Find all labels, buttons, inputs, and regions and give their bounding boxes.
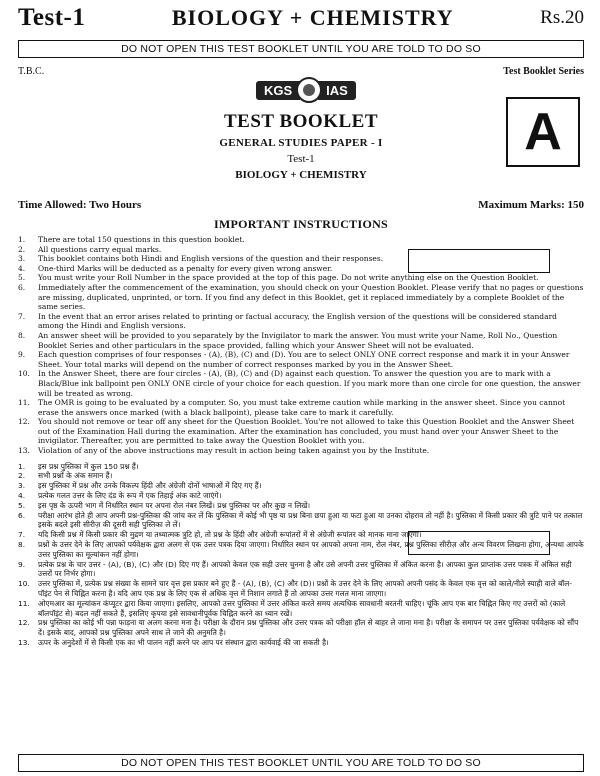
instruction-number: 3. [18,254,26,264]
time-marks-row [18,199,584,211]
instruction-number: 7. [18,311,26,321]
instruction-number: 7. [18,530,26,540]
instruction-number: 6. [18,282,26,292]
instruction-number: 2. [18,244,26,254]
logo-left-text: KGS [256,81,300,100]
instruction-number: 11. [18,398,30,408]
hindi-instruction-item [18,511,584,531]
instruction-text: Each question comprises of four responses - (A), (B), (C) and (D). You are to select ONLY ONE correct response and mark it in your Answer Sheet. Your total marks will depend on the number of correct responses marked by you in the Answer Sheet. [38,350,570,369]
instruction-text: ऊपर के अनुदेशों में से किसी एक का भी पालन नहीं करने पर आप पर संस्थान द्वारा कार्यवाई की जा सकती है। [38,638,329,647]
roll-number-box-hindi[interactable] [408,531,550,555]
subject-title: BIOLOGY + CHEMISTRY [171,5,454,30]
english-instruction-item [18,235,584,245]
instruction-text: प्रत्येक गलत उत्तर के लिए दंड के रूप में एक तिहाई अंक काटे जाएंगे। [38,491,222,501]
instruction-number: 6. [18,510,26,520]
instruction-text: इस पुस्तिका में प्रश्न और उनके विकल्प हिंदी और अंग्रेजी दोनों भाषाओं में दिए गए हैं। [38,481,262,491]
booklet-meta-row [18,66,584,77]
instruction-number: 4. [18,491,26,501]
maximum-marks: Maximum Marks: 150 [478,199,584,211]
english-instruction-item [18,273,584,283]
logo-right-text: IAS [318,81,356,100]
instruction-number: 9. [18,559,26,569]
series-letter-box: A [506,97,580,167]
bottom-warning-banner: DO NOT OPEN THIS TEST BOOKLET UNTIL YOU ARE TOLD TO DO SO [18,754,584,772]
instruction-number: 12. [18,618,30,628]
instruction-text: All questions carry equal marks. [38,244,162,254]
instructions-heading: IMPORTANT INSTRUCTIONS [213,217,389,231]
instruction-text: You must write your Roll Number in the space provided at the top of this page. Do not write anything else on the Question Booklet. [38,273,539,283]
roll-number-box-english[interactable] [408,249,550,273]
time-allowed: Time Allowed: Two Hours [18,199,142,211]
hindi-instruction-item [18,560,584,580]
test-number: Test-1 [287,153,315,165]
instruction-text: प्रत्येक प्रश्न के चार उत्तर - (A), (B), (C) और (D) दिए गए हैं। आपको केवल एक सही उत्तर चुनना है और उसे अपनी उत्तर पुस्तिका में अंकित करना है। आपका कुल प्राप्तांक उत्तर पत्रक में अंकित सही उत्तरों पर निर्भर होगा। [38,559,572,579]
hindi-instruction-item [18,599,584,619]
globe-icon [296,77,322,103]
instruction-number: 13. [18,638,30,647]
instruction-text: परीक्षा आरंभ होते ही आप अपनी प्रश्न-पुस्तिका की जांच कर लें कि पुस्तिका में कोई भी पृष्ठ या प्रश्न बिना छपा हुआ या फटा हुआ या उनका दोहराव तो नहीं है। पुस्तिका में किसी प्रकार की त्रुटि पाने पर तत्काल इसके बदले इसी सीरीज़ की दूसरी सही पुस्तिका ले लें। [38,510,583,530]
hindi-instruction-item [18,501,584,511]
instruction-number: 12. [18,417,30,427]
hindi-instruction-item [18,491,584,501]
english-instruction-item [18,398,584,417]
instruction-number: 11. [18,598,30,608]
test-label: Test-1 [18,4,86,31]
instruction-number: 8. [18,540,26,550]
hindi-instruction-item [18,618,584,638]
hindi-instruction-item [18,471,584,481]
instruction-text: An answer sheet will be provided to you separately by the Invigilator to mark the answer. You must write your Name, Roll No., Question Booklet Series and other particulars in the space provided, falling which your Answer Sheet will not be evaluated. [38,330,558,350]
instruction-number: 8. [18,330,26,340]
instruction-number: 3. [18,481,26,491]
instruction-text: There are total 150 questions in this question booklet. [38,235,245,244]
hindi-instruction-item [18,462,584,472]
instruction-text: ओएमआर का मूल्यांकन कंप्यूटर द्वारा किया जाएगा। इसलिए, आपको उत्तर पुस्तिका में उत्तर अंकित करते समय अत्यधिक सावधानी बरतनी चाहिए। चूंकि आप एक बार चिह्नित किए गए उत्तरों को (काले बॉलपॉइंट से) बदल नहीं सकते हैं, इसलिए कृपया इसे सावधानीपूर्वक चिह्नित करने का ध्यान रखें। [38,598,566,618]
series-label: Test Booklet Series [503,66,584,77]
instruction-text: Immediately after the commencement of the examination, you should check on your Question Booklet. Please verify that no pages or questions are missing, duplicated, unprinted, or torn. If you find any defect in this Booklet, get it replaced immediately by a complete Booklet of the same series. [38,282,584,312]
instruction-text: One-third Marks will be deducted as a penalty for every given wrong answer. [38,263,333,273]
subject-subtitle: BIOLOGY + CHEMISTRY [235,169,367,181]
instruction-text: सभी प्रश्नों के अंक समान हैं। [38,471,113,481]
instruction-text: In the event that an error arises related to printing or factual accuracy, the English version of the questions will be considered standard among the Hindi and English versions. [38,311,557,331]
instruction-text: उत्तर पुस्तिका में, प्रत्येक प्रश्न संख्या के सामने चार वृत्त इस प्रकार बने हुए हैं - (A), (B), (C) और (D)। प्रश्नों के उत्तर देने के लिए आपको अपनी पसंद के केवल एक वृत्त को काले/नीले स्याही वाले बॉल-पॉइंट पेन से चिह्नित करना है। यदि आप एक प्रश्न के लिए एक से अधिक वृत्त में निशान लगाते हैं तो आपका उत्तर गलत माना जाएगा। [38,579,572,599]
instruction-number: 4. [18,263,26,273]
kgs-ias-logo [256,79,356,101]
paper-title: GENERAL STUDIES PAPER - I [219,137,383,149]
instruction-number: 5. [18,273,26,283]
hindi-instruction-item [18,481,584,491]
instruction-number: 10. [18,369,30,379]
price-label: Rs.20 [540,7,584,28]
instruction-text: Violation of any of the above instructions may result in action being taken against you by the Institute. [38,446,430,456]
instruction-number: 9. [18,350,26,360]
instruction-number: 13. [18,446,30,456]
instruction-number: 1. [18,235,26,244]
tbc-label: T.B.C. [18,66,45,77]
english-instruction-item [18,283,584,312]
instruction-text: The OMR is going to be evaluated by a computer. So, you must take extreme caution while marking in the answer sheet. Since you cannot erase the answers once marked (with a black ballpoint), please take care to mark it carefully. [38,398,566,417]
instruction-number: 10. [18,579,30,589]
instruction-number: 2. [18,471,26,481]
booklet-title: TEST BOOKLET [223,111,379,132]
hindi-instruction-item [18,579,584,599]
instruction-text: In the Answer Sheet, there are four circles - (A), (B), (C) and (D) against each question. To answer the question you are to mark with a Black/Blue ink ballpoint pen ONLY ONE circle of your choice for each question. If you mark more than one circle for one question, the answer will be treated as wrong. [38,369,581,398]
instruction-text: प्रश्न पुस्तिका का कोई भी पन्ना फाड़ना या अलग करना मना है। परीक्षा के दौरान प्रश्न पुस्तिका और उत्तर पत्रक को परीक्षा हॉल से बाहर ले जाना मना है। परीक्षा के समापन पर उत्तर पुस्तिका पर्यवेक्षक को सौंप दें। इसके बाद, आपको प्रश्न पुस्तिका अपने साथ ले जाने की अनुमति है। [38,618,579,638]
english-instruction-item [18,446,584,456]
instruction-text: इस प्रश्न पुस्तिका में कुल 150 प्रश्न हैं। [38,461,139,471]
instruction-text: This booklet contains both Hindi and English versions of the question and their responses. [38,254,384,264]
top-header [18,0,584,36]
english-instruction-item [18,369,584,398]
english-instruction-item [18,312,584,331]
instruction-text: इस पृष्ठ के ऊपरी भाग में निर्धारित स्थान पर अपना रोल नंबर लिखें। प्रश्न पुस्तिका पर और कुछ न लिखें। [38,500,311,510]
english-instruction-item [18,331,584,350]
english-instruction-item [18,417,584,446]
instruction-text: प्रश्नों के उत्तर देने के लिए आपको पर्यवेक्षक द्वारा अलग से एक उत्तर पत्रक दिया जाएगा। निर्धारित स्थान पर आपको अपना नाम, रोल नंबर, प्रश्न पुस्तिका सीरीज़ और अन्य विवरण लिखना होगा, अन्यथा आपके उत्तर पुस्तिका का मूल्यांकन नहीं होगा। [38,540,584,559]
instruction-number: 5. [18,500,26,510]
logo-row [18,79,584,103]
hindi-instruction-item [18,638,584,648]
top-warning-banner: DO NOT OPEN THIS TEST BOOKLET UNTIL YOU ARE TOLD TO DO SO [18,40,584,58]
instruction-text: You should not remove or tear off any sheet for the Question Booklet. You're not allowed to take this Question Booklet and the Answer Sheet out of the Examination Hall during the examination. After the examination has concluded, you must hand over your Answer Sheet to the invigilator. Thereafter, you are permitted to take away the Question Booklet with you. [38,417,575,446]
title-block [18,103,584,195]
title-stack [18,111,584,181]
instruction-number: 1. [18,461,26,471]
instruction-text: यदि किसी प्रश्न में किसी प्रकार की मुद्रण या तथ्यात्मक त्रुटि हो, तो प्रश्न के हिंदी और अंग्रेजी रूपांतरों में से अंग्रेजी रूपांतर को मानक माना जाएगा। [38,530,422,540]
english-instruction-item [18,350,584,369]
